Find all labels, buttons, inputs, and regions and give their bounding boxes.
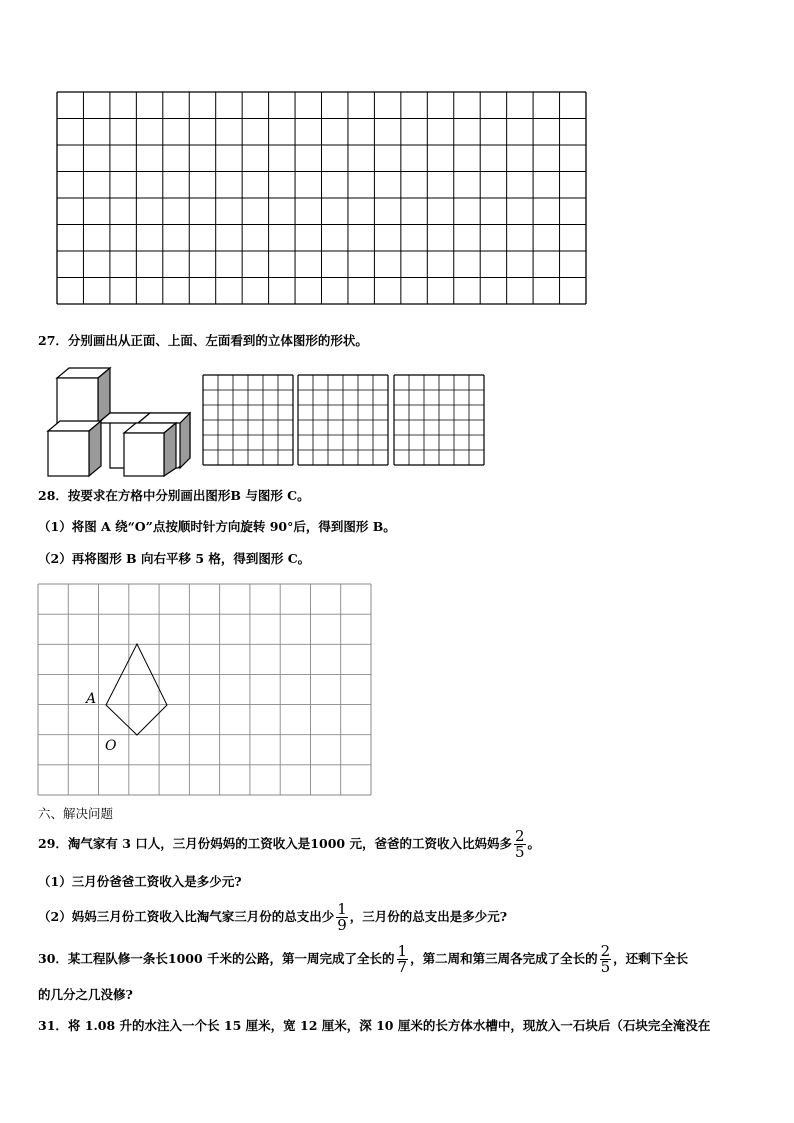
- q30-text-a: 30．某工程队修一条长1000 千米的公路，第一周完成了全长的: [38, 951, 395, 966]
- question-28-part-1: （1）将图 A 绕“O”点按顺时针方向旋转 90°后，得到图形 B。: [38, 519, 396, 534]
- question-29-part-1: （1）三月份爸爸工资收入是多少元?: [38, 874, 242, 889]
- q30-text-c: ，还剩下全长: [613, 951, 689, 966]
- q29-fraction-1-9: [336, 902, 348, 933]
- question-30: [38, 944, 688, 975]
- point-o-label: O: [105, 738, 117, 754]
- question-29: [38, 829, 540, 860]
- frac-num: 1: [337, 900, 347, 918]
- frac-den: 9: [337, 916, 347, 934]
- shape-a-label: A: [86, 691, 97, 707]
- question-30-line-2: 的几分之几没修?: [38, 987, 133, 1002]
- view-grid-front: [203, 375, 293, 465]
- question-28-part-2: （2）再将图形 B 向右平移 5 格，得到图形 C。: [38, 551, 311, 566]
- frac-den: 5: [514, 843, 525, 861]
- q29-text-b: 。: [527, 836, 541, 851]
- q30-fraction-1-7: [397, 944, 409, 975]
- question-29-part-2: [38, 902, 507, 933]
- question-28: 28．按要求在方格中分别画出图形B 与图形 C。: [38, 488, 310, 503]
- rotation-grid: [38, 584, 371, 795]
- frac-num: 1: [397, 942, 408, 960]
- view-grid-left: [394, 375, 484, 465]
- shape-a-kite: [106, 644, 167, 735]
- section-6-title: 六、解决问题: [38, 806, 114, 821]
- q30-text-b: ，第二周和第三周各完成了全长的: [410, 951, 598, 966]
- question-31: 31．将 1.08 升的水注入一个长 15 厘米，宽 12 厘米，深 10 厘米的长方体水槽中，现放入一石块后（石块完全淹没在: [38, 1018, 711, 1033]
- frac-num: 2: [600, 942, 611, 960]
- q29-text-a: 29．淘气家有 3 口人，三月份妈妈的工资收入是1000 元，爸爸的工资收入比妈妈多: [38, 836, 512, 851]
- frac-den: 5: [600, 958, 611, 976]
- view-grid-top: [298, 375, 388, 465]
- answer-grid-top: [57, 92, 586, 304]
- cube-solid-figure: [40, 366, 195, 478]
- q29-sub2-text-b: ，三月份的总支出是多少元?: [349, 909, 508, 924]
- q30-fraction-2-5: [600, 944, 612, 975]
- frac-num: 2: [514, 827, 525, 845]
- q29-fraction-2-5: [514, 829, 526, 860]
- question-27: 27．分别画出从正面、上面、左面看到的立体图形的形状。: [38, 333, 368, 348]
- q29-sub2-text-a: （2）妈妈三月份工资收入比淘气家三月份的总支出少: [38, 909, 335, 924]
- frac-den: 7: [397, 958, 408, 976]
